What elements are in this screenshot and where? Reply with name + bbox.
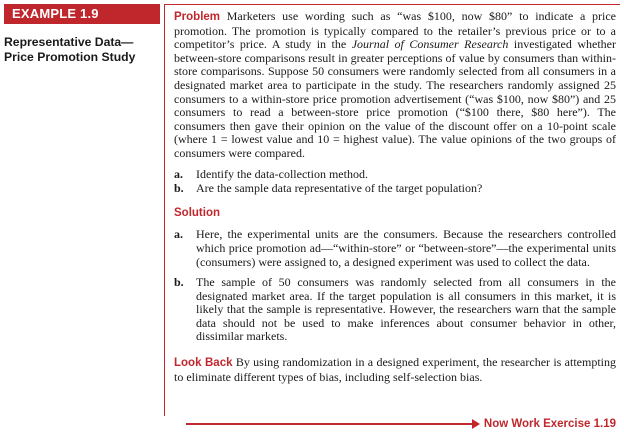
problem-text-2: investigated whether between-store comparisons result in greater perceptions of value by consumers than within-store comparisons. Suppose 50 consumers were randomly selected from all consumers in a designated market area to participate in the study. The researchers randomly assigned 25 consumers to a within-store price promotion advertisement (“was $100, now $80”) and 25 consumers to read a between-store price promotion (“$100 there, $80 here”). The consumers then gave their opinion on the value of the discount offer on a 10-point scale (where 1 = lowest value and 10 = highest value). The value opinions of the two groups of consumers were compared. bbox=[174, 37, 617, 160]
question-item bbox=[174, 168, 616, 182]
lookback-paragraph bbox=[174, 356, 616, 384]
question-label: b. bbox=[174, 181, 184, 196]
now-work-label[interactable]: Now Work Exercise 1.19 bbox=[483, 418, 616, 430]
example-badge: EXAMPLE 1.9 bbox=[4, 4, 160, 24]
journal-title: Journal of Consumer Research bbox=[351, 37, 509, 52]
problem-heading: Problem bbox=[174, 11, 221, 23]
solution-heading: Solution bbox=[174, 206, 220, 219]
solution-text: Here, the experimental units are the consumers. Because the researchers controlled which price promotion ad—“within-store” or “between-store”—the experimental units (consumers) were assigned to, a designed experiment was used to collect the data. bbox=[196, 227, 616, 269]
question-item bbox=[174, 182, 616, 196]
solution-text: The sample of 50 consumers was randomly selected from all consumers in the designated market area. If the target population is all consumers in this market, it is likely that the sample is representative. However, the researchers warn that the sample data should not be used to make inferences about consumer behavior in other, dissimilar markets. bbox=[196, 275, 616, 344]
arrow-right-icon bbox=[472, 419, 480, 429]
problem-text-1: Marketers use wording such as “was $100, now $80” to indicate a price promotion. The promotion is typically compared to the retailer’s previous price or to a competitor’s price. A study in the bbox=[174, 9, 616, 52]
example-content bbox=[174, 10, 616, 384]
solution-item bbox=[174, 276, 616, 344]
question-text: Identify the data-collection method. bbox=[196, 166, 368, 181]
lookback-heading: Look Back bbox=[174, 357, 233, 370]
solution-header bbox=[174, 206, 616, 221]
solution-label: a. bbox=[174, 227, 183, 242]
question-label: a. bbox=[174, 166, 183, 181]
now-work-rule bbox=[186, 423, 472, 425]
now-work-link[interactable] bbox=[186, 417, 616, 431]
solution-item bbox=[174, 228, 616, 269]
solution-label: b. bbox=[174, 275, 184, 290]
problem-paragraph bbox=[174, 10, 616, 161]
question-text: Are the sample data representative of the target population? bbox=[196, 181, 483, 196]
example-title: Representative Data—Price Promotion Study bbox=[4, 35, 136, 64]
question-list bbox=[174, 168, 616, 196]
lookback-text: By using randomization in a designed experiment, the researcher is attempting to eliminate different types of bias, including self-selection bias. bbox=[174, 355, 616, 384]
